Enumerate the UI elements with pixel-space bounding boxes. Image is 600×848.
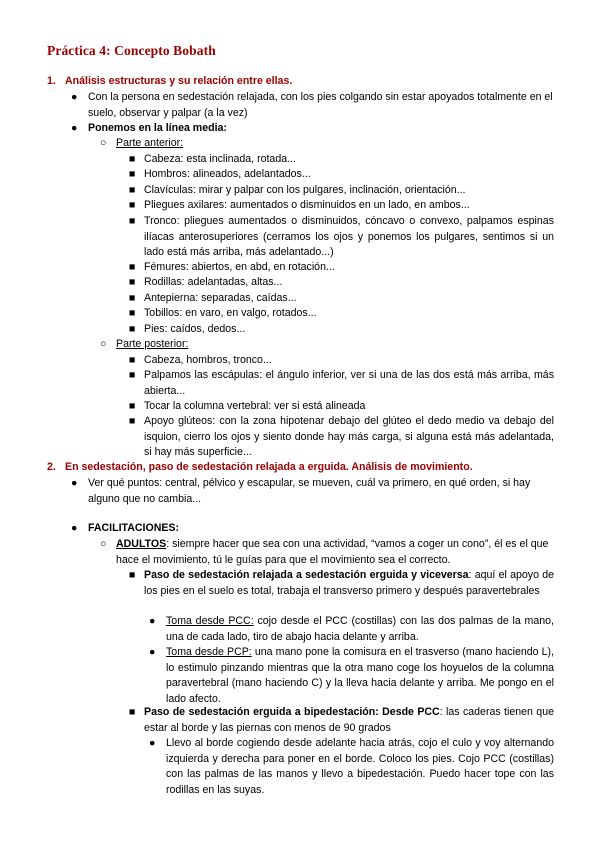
square-bullet-icon: ■ xyxy=(129,276,136,288)
page-title: Práctica 4: Concepto Bobath xyxy=(47,43,216,58)
square-bullet-icon: ■ xyxy=(129,168,136,180)
s1-midline: Ponemos en la línea media: xyxy=(88,122,227,134)
section-2-heading xyxy=(47,460,473,476)
s2-paso2-title: Paso de sedestación erguida a bipedestación: Desde PCC xyxy=(144,706,440,718)
list-item: Clavículas: mirar y palpar con los pulgares, inclinación, orientación... xyxy=(144,184,466,196)
section-2-number: 2. xyxy=(47,461,56,473)
square-bullet-icon: ■ xyxy=(129,415,136,427)
list-item: Pies: caídos, dedos... xyxy=(144,323,246,335)
list-item: Pliegues axilares: aumentados o disminuidos en un lado, en ambos... xyxy=(144,199,470,211)
square-bullet-icon: ■ xyxy=(129,400,136,412)
square-bullet-icon: ■ xyxy=(129,153,136,165)
square-bullet-icon: ■ xyxy=(129,307,136,319)
list-item: Rodillas: adelantadas, altas... xyxy=(144,276,283,288)
disc-bullet-icon: ● xyxy=(71,522,78,534)
square-bullet-icon: ■ xyxy=(129,184,136,196)
square-bullet-icon: ■ xyxy=(129,215,136,227)
square-bullet-icon: ■ xyxy=(129,354,136,366)
s2-paso2-text: : las caderas tienen que estar al borde y las piernas con menos de 90 grados xyxy=(144,706,554,734)
disc-bullet-icon: ● xyxy=(71,122,78,134)
list-item: Palpamos las escápulas: el ángulo inferior, ver si una de las dos está más arriba, más abierta... xyxy=(144,369,554,397)
s2-adultos xyxy=(116,537,554,568)
list-item: Apoyo glúteos: con la zona hipotenar debajo del glúteo el dedo medio va debajo del isquion, cierro los ojos y siento donde hay más carga, si alguna está más adelantada, si hay más superficie... xyxy=(144,415,554,458)
square-bullet-icon: ■ xyxy=(129,706,136,718)
circle-bullet-icon: ○ xyxy=(100,538,107,550)
section-1-number: 1. xyxy=(47,75,56,87)
square-bullet-icon: ■ xyxy=(129,323,136,335)
s2-paso2 xyxy=(144,705,554,736)
disc-bullet-icon: ● xyxy=(149,737,156,749)
s1-posterior-label: Parte posterior: xyxy=(116,338,189,350)
list-item: Cabeza, hombros, tronco... xyxy=(144,354,272,366)
square-bullet-icon: ■ xyxy=(129,569,136,581)
s1-anterior-label: Parte anterior: xyxy=(116,137,184,149)
list-item: Tocar la columna vertebral: ver si está alineada xyxy=(144,400,366,412)
square-bullet-icon: ■ xyxy=(129,369,136,381)
disc-bullet-icon: ● xyxy=(149,646,156,658)
s2-pcp-label: Toma desde PCP: xyxy=(166,646,252,658)
s2-pcp-text: una mano pone la comisura en el trasverso (mano haciendo L), lo estimulo pinzando mientras que la otra mano coge los hoyuelos de la columna paravertebral (mano haciendo C) y la lleva hacia delante y arriba. Me pongo en el lado afecto. xyxy=(166,646,554,705)
s2-paso1-text: : aquí el apoyo de los pies en el suelo es total, trabaja el transverso primero y después paravertebrales xyxy=(144,569,554,597)
disc-bullet-icon: ● xyxy=(71,477,78,489)
square-bullet-icon: ■ xyxy=(129,261,136,273)
list-item: Fémures: abiertos, en abd, en rotación... xyxy=(144,261,335,273)
s2-pcc xyxy=(166,614,554,645)
section-2-title: En sedestación, paso de sedestación relajada a erguida. Análisis de movimiento. xyxy=(65,461,473,473)
s2-pcc-text: cojo desde el PCC (costillas) con las dos palmas de la mano, una de cada lado, tiro de abajo hacia delante y arriba. xyxy=(166,615,555,643)
s2-facilitaciones: FACILITACIONES: xyxy=(88,522,180,534)
s2-adultos-label: ADULTOS xyxy=(116,538,167,550)
s2-paso2-detail: Llevo al borde cogiendo desde adelante hacia atrás, cojo el culo y voy alternando izquierda y derecha para poner en el borde. Coloco los pies. Cojo PCC (costillas) con las palmas de las manos y llevo a bipedestación. Puedo hacer tope con las rodillas en las suyas. xyxy=(166,737,554,796)
disc-bullet-icon: ● xyxy=(71,91,78,103)
section-1-title: Análisis estructuras y su relación entre ellas. xyxy=(65,75,293,87)
list-item: Cabeza: esta inclinada, rotada... xyxy=(144,153,296,165)
circle-bullet-icon: ○ xyxy=(100,338,107,350)
square-bullet-icon: ■ xyxy=(129,199,136,211)
list-item: Antepierna: separadas, caídas... xyxy=(144,292,297,304)
s2-intro: Ver qué puntos: central, pélvico y escapular, se mueven, cuál va primero, en qué orden, si hay alguno que no cambia... xyxy=(88,477,531,505)
s2-adultos-text: : siempre hacer que sea con una actividad, “vamos a coger un cono”, él es el que hace el movimiento, tú le guías para que el movimiento sea el correcto. xyxy=(116,538,549,566)
section-1-heading xyxy=(47,74,292,90)
list-item: Tobillos: en varo, en valgo, rotados... xyxy=(144,307,317,319)
circle-bullet-icon: ○ xyxy=(100,137,107,149)
s2-pcp xyxy=(166,645,554,707)
square-bullet-icon: ■ xyxy=(129,292,136,304)
disc-bullet-icon: ● xyxy=(149,615,156,627)
s2-paso1-title: Paso de sedestación relajada a sedestación erguida y viceversa xyxy=(144,569,469,581)
s2-pcc-label: Toma desde PCC: xyxy=(166,615,254,627)
list-item: Hombros: alineados, adelantados... xyxy=(144,168,311,180)
s2-paso1 xyxy=(144,568,554,599)
s1-intro: Con la persona en sedestación relajada, con los pies colgando sin estar apoyados totalmente en el suelo, observar y palpar (a la vez) xyxy=(88,91,553,119)
list-item: Tronco: pliegues aumentados o disminuidos, cóncavo o convexo, palpamos espinas ilíacas anterosuperiores (cerramos los ojos y ponemos los pulgares, sentimos si un lado está más arriba, más adelantado...) xyxy=(144,215,554,258)
